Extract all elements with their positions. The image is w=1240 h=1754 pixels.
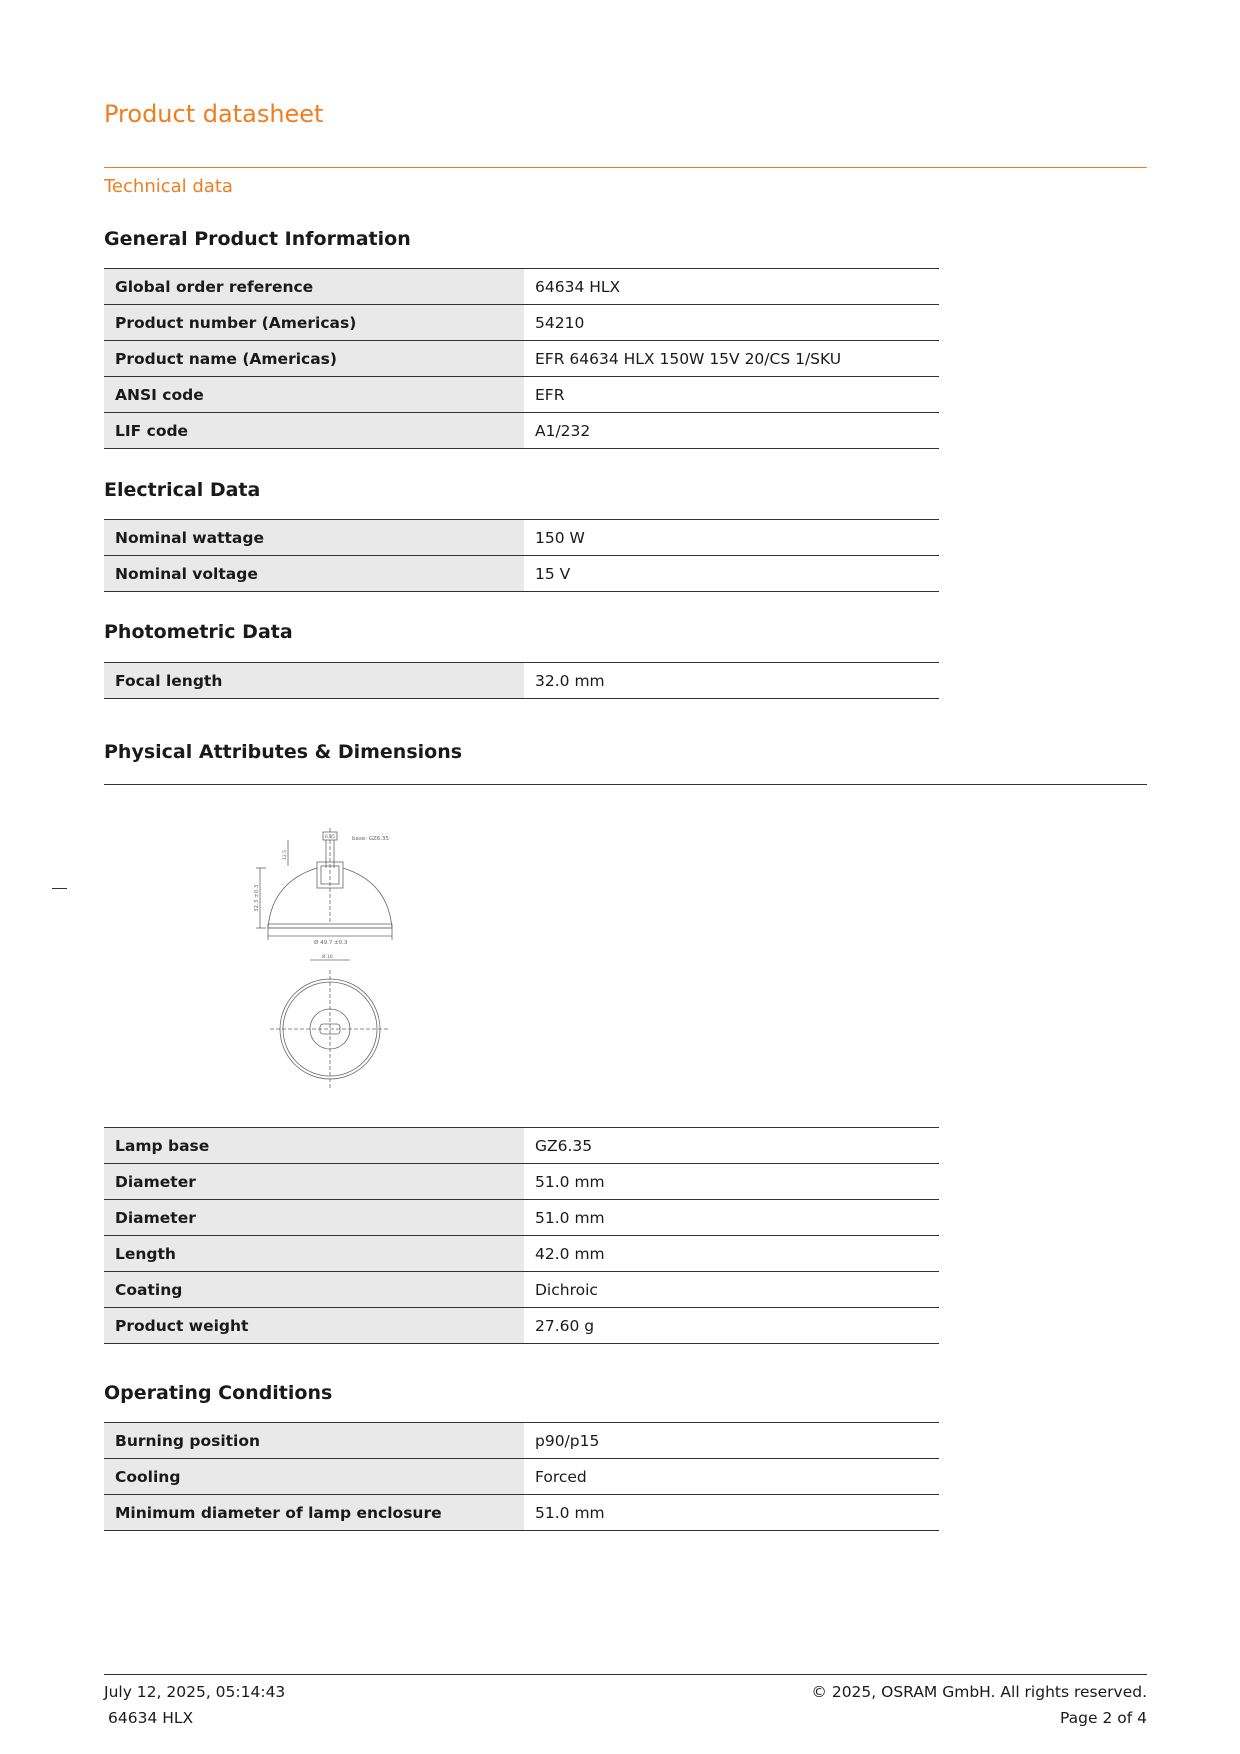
row-label: Product weight xyxy=(104,1308,524,1344)
electrical-heading: Electrical Data xyxy=(104,479,261,501)
table-row xyxy=(104,556,939,592)
row-label: Focal length xyxy=(104,663,524,699)
title-divider xyxy=(104,167,1147,168)
margin-mark xyxy=(52,888,67,889)
table-row xyxy=(104,1272,939,1308)
row-label: Lamp base xyxy=(104,1128,524,1164)
table-row xyxy=(104,1200,939,1236)
table-row xyxy=(104,1495,939,1531)
lamp-dimension-drawing xyxy=(250,820,410,1090)
footer-copyright: © 2025, OSRAM GmbH. All rights reserved. xyxy=(811,1683,1147,1701)
row-value: 27.60 g xyxy=(524,1308,939,1344)
row-label: Global order reference xyxy=(104,269,524,305)
table-row xyxy=(104,1128,939,1164)
table-row xyxy=(104,520,939,556)
footer-divider xyxy=(104,1674,1147,1675)
row-label: Burning position xyxy=(104,1423,524,1459)
row-value: 64634 HLX xyxy=(524,269,939,305)
row-label: Cooling xyxy=(104,1459,524,1495)
row-value: Forced xyxy=(524,1459,939,1495)
row-label: Nominal wattage xyxy=(104,520,524,556)
footer-page-number: Page 2 of 4 xyxy=(1060,1709,1147,1727)
general-heading: General Product Information xyxy=(104,228,411,250)
row-value: GZ6.35 xyxy=(524,1128,939,1164)
row-value: A1/232 xyxy=(524,413,939,449)
physical-heading: Physical Attributes & Dimensions xyxy=(104,741,463,763)
table-row xyxy=(104,341,939,377)
page-title: Product datasheet xyxy=(104,100,324,128)
table-row xyxy=(104,663,939,699)
table-row xyxy=(104,1164,939,1200)
row-value: 42.0 mm xyxy=(524,1236,939,1272)
dim-diameter-label: Ø 49.7 ±0.3 xyxy=(314,940,348,946)
electrical-table xyxy=(104,519,939,592)
row-label: LIF code xyxy=(104,413,524,449)
footer-product: 64634 HLX xyxy=(108,1709,194,1727)
row-label: Nominal voltage xyxy=(104,556,524,592)
table-row xyxy=(104,1459,939,1495)
row-value: 32.0 mm xyxy=(524,663,939,699)
row-value: p90/p15 xyxy=(524,1423,939,1459)
table-row xyxy=(104,269,939,305)
operating-table xyxy=(104,1422,939,1531)
row-label: Diameter xyxy=(104,1200,524,1236)
front-glass xyxy=(268,924,392,928)
photometric-table xyxy=(104,662,939,699)
dim-pin-label: Ø 16 xyxy=(322,955,333,960)
row-label: Minimum diameter of lamp enclosure xyxy=(104,1495,524,1531)
row-value: 15 V xyxy=(524,556,939,592)
physical-divider xyxy=(104,784,1147,785)
section-subtitle: Technical data xyxy=(104,176,233,197)
row-label: ANSI code xyxy=(104,377,524,413)
physical-table xyxy=(104,1127,939,1344)
row-label: Product name (Americas) xyxy=(104,341,524,377)
operating-heading: Operating Conditions xyxy=(104,1382,333,1404)
table-row xyxy=(104,413,939,449)
row-value: Dichroic xyxy=(524,1272,939,1308)
table-row xyxy=(104,1308,939,1344)
row-label: Length xyxy=(104,1236,524,1272)
row-value: 51.0 mm xyxy=(524,1495,939,1531)
reflector-left xyxy=(268,868,317,928)
dim-neck-label: 12.5 xyxy=(283,849,288,860)
table-row xyxy=(104,305,939,341)
general-table xyxy=(104,268,939,449)
row-label: Coating xyxy=(104,1272,524,1308)
row-value: 150 W xyxy=(524,520,939,556)
row-value: 51.0 mm xyxy=(524,1200,939,1236)
row-value: 51.0 mm xyxy=(524,1164,939,1200)
reflector-right xyxy=(343,868,392,928)
base-label: base: GZ6.35 xyxy=(352,836,389,842)
row-label: Product number (Americas) xyxy=(104,305,524,341)
table-row xyxy=(104,1236,939,1272)
base-inner xyxy=(321,866,339,884)
photometric-heading: Photometric Data xyxy=(104,621,293,643)
footer-timestamp: July 12, 2025, 05:14:43 xyxy=(104,1683,286,1701)
row-value: 54210 xyxy=(524,305,939,341)
table-row xyxy=(104,1423,939,1459)
table-row xyxy=(104,377,939,413)
dim-top-label: 6.35 xyxy=(325,835,336,840)
row-value: EFR 64634 HLX 150W 15V 20/CS 1/SKU xyxy=(524,341,939,377)
row-label: Diameter xyxy=(104,1164,524,1200)
row-value: EFR xyxy=(524,377,939,413)
dim-height-label: 32.3 ±0.3 xyxy=(254,884,260,912)
